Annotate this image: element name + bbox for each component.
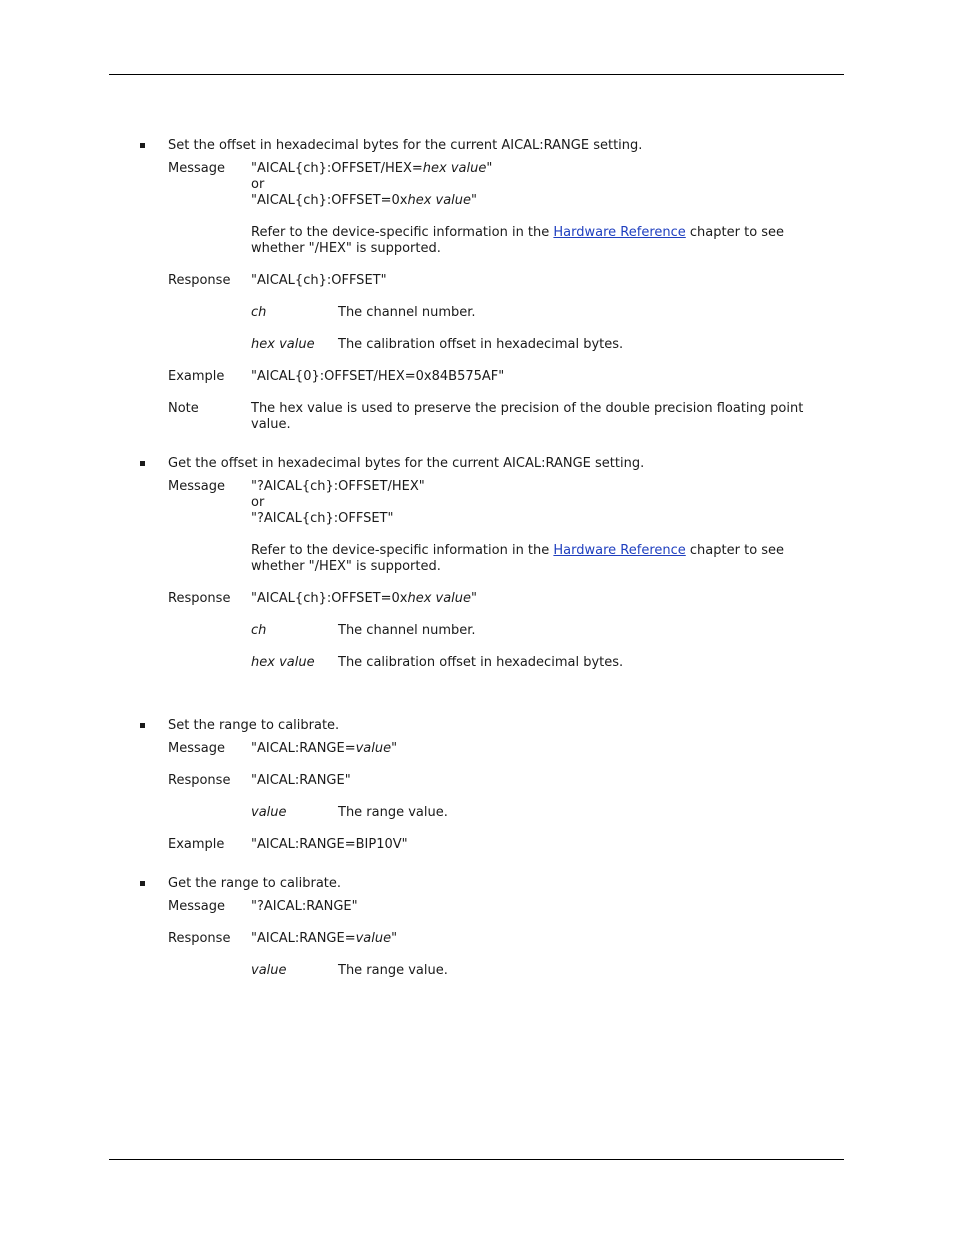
param-name: hex value xyxy=(251,337,315,352)
footer-rule xyxy=(109,1159,844,1160)
response-label: Response xyxy=(168,273,231,288)
response-label: Response xyxy=(168,591,231,606)
note-text: The hex value is used to preserve the precision of the double precision floating point xyxy=(251,401,804,416)
message-value-alt: "?AICAL{ch}:OFFSET" xyxy=(251,511,394,526)
param-desc: The calibration offset in hexadecimal bytes. xyxy=(338,655,624,670)
response-value: "AICAL{ch}:OFFSET" xyxy=(251,273,387,288)
refer-text-cont: whether "/HEX" is supported. xyxy=(251,559,441,574)
param-name: ch xyxy=(251,305,267,320)
response-value: "AICAL:RANGE" xyxy=(251,773,351,788)
message-label: Message xyxy=(168,479,225,494)
param-name: value xyxy=(251,963,287,978)
message-value: "?AICAL{ch}:OFFSET/HEX" xyxy=(251,479,425,494)
or-text: or xyxy=(251,177,265,192)
param-name: ch xyxy=(251,623,267,638)
message-label: Message xyxy=(168,161,225,176)
bullet-text: Get the offset in hexadecimal bytes for the current AICAL:RANGE setting. xyxy=(168,456,645,471)
param-desc: The calibration offset in hexadecimal bytes. xyxy=(338,337,624,352)
refer-text: Refer to the device-specific information in the Hardware Reference chapter to see xyxy=(251,543,785,558)
refer-text-cont: whether "/HEX" is supported. xyxy=(251,241,441,256)
hardware-reference-link[interactable]: Hardware Reference xyxy=(553,225,686,240)
bullet-text: Set the offset in hexadecimal bytes for the current AICAL:RANGE setting. xyxy=(168,138,643,153)
bullet-marker xyxy=(140,461,145,466)
param-desc: The range value. xyxy=(338,963,448,978)
example-value: "AICAL{0}:OFFSET/HEX=0x84B575AF" xyxy=(251,369,505,384)
bullet-marker xyxy=(140,723,145,728)
message-value: "AICAL:RANGE=value" xyxy=(251,741,398,756)
response-value: "AICAL{ch}:OFFSET=0xhex value" xyxy=(251,591,478,606)
example-value: "AICAL:RANGE=BIP10V" xyxy=(251,837,408,852)
param-name: value xyxy=(251,805,287,820)
note-text-cont: value. xyxy=(251,417,291,432)
message-value: "?AICAL:RANGE" xyxy=(251,899,358,914)
param-name: hex value xyxy=(251,655,315,670)
example-label: Example xyxy=(168,369,225,384)
bullet-text: Get the range to calibrate. xyxy=(168,876,342,891)
response-label: Response xyxy=(168,773,231,788)
message-value: "AICAL{ch}:OFFSET/HEX=hex value" xyxy=(251,161,493,176)
or-text: or xyxy=(251,495,265,510)
header-rule xyxy=(109,74,844,75)
message-value-alt: "AICAL{ch}:OFFSET=0xhex value" xyxy=(251,193,478,208)
bullet-marker xyxy=(140,881,145,886)
response-label: Response xyxy=(168,931,231,946)
bullet-marker xyxy=(140,143,145,148)
message-label: Message xyxy=(168,741,225,756)
param-desc: The range value. xyxy=(338,805,448,820)
response-value: "AICAL:RANGE=value" xyxy=(251,931,398,946)
refer-text: Refer to the device-specific information in the Hardware Reference chapter to see xyxy=(251,225,785,240)
bullet-text: Set the range to calibrate. xyxy=(168,718,340,733)
hardware-reference-link[interactable]: Hardware Reference xyxy=(553,543,686,558)
note-label: Note xyxy=(168,401,199,416)
example-label: Example xyxy=(168,837,225,852)
param-desc: The channel number. xyxy=(338,623,476,638)
message-label: Message xyxy=(168,899,225,914)
param-desc: The channel number. xyxy=(338,305,476,320)
